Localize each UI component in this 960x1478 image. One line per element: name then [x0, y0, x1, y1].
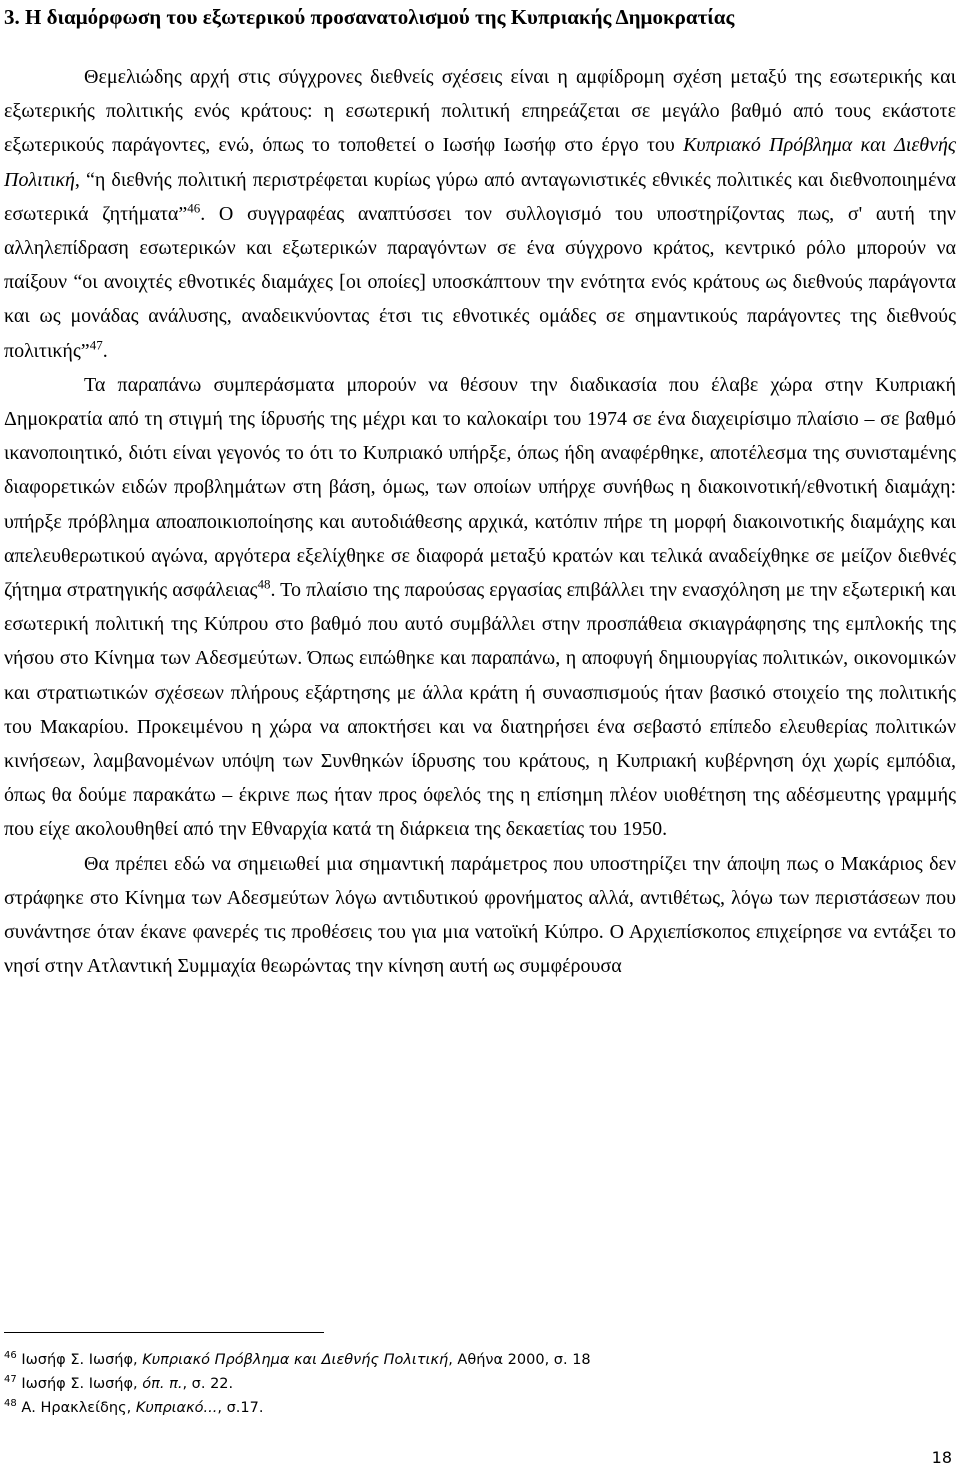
footnote-text: Ιωσήφ Σ. Ιωσήφ, — [21, 1352, 143, 1368]
p1-text-c: . Ο συγγραφέας αναπτύσσει τον συλλογισμό του υποστηρίζοντας πως, σ' αυτή την αλληλεπίδραση εσωτερικών και εξωτερικών παραγόντων σε ένα σύγχρονο κράτος, κεντρικό ρόλο μπορούν να παίξουν “οι ανοιχτές εθνοτικές διαμάχες [οι οποίες] υποσκάπτουν την ενότητα ενός κράτους ως διεθνούς παράγοντα και ως μονάδας ανάλυσης, αναδεικνύοντας έτσι τις εθνοτικές ομάδες σε σημαντικούς παράγοντες της διεθνούς πολιτικής” — [4, 202, 956, 362]
footnote-text: , σ.17. — [217, 1400, 264, 1416]
footnote-46 — [4, 1348, 944, 1372]
page-number: 18 — [931, 1448, 952, 1467]
footnote-number: 47 — [4, 1374, 17, 1386]
footnote-number: 46 — [4, 1350, 17, 1362]
body-text — [4, 60, 956, 983]
footnote-ref-48: 48 — [257, 576, 271, 592]
footnote-title: Κυπριακό... — [135, 1400, 218, 1416]
paragraph-1 — [4, 60, 956, 368]
footnote-text: , σ. 22. — [182, 1376, 234, 1392]
p1-book-title: Κυπριακό Πρόβλημα και Διεθνής Πολιτική — [4, 134, 957, 191]
p2-text-a: Τα παραπάνω συμπεράσματα μπορούν να θέσουν την διαδικασία που έλαβε χώρα στην Κυπριακή Δημοκρατία από τη στιγμή της ίδρυσής της μέχρι και το καλοκαίρι του 1974 σε ένα διαχειρίσιμο πλαίσιο – σε βαθμό ικανοποιητικό, διότι είναι γεγονός το ότι το Κυπριακό υπήρξε, όπως ήδη αναφέρθηκε, αποτέλεσμα της συνισταμένης διαφορετικών ειδών προβλημάτων στη βάση, όμως, των οποίων υπήρχε συνήθως η διακοινοτική/εθνοτική διαμάχη: υπήρξε πρόβλημα αποαποικιοποίησης και αυτοδιάθεσης αρχικά, κατόπιν πήρε τη μορφή διακοινοτικής διαμάχης και απελευθερωτικού αγώνα, αργότερα εξελίχθηκε σε διαφορά μεταξύ κρατών και τελικά αναδείχθηκε σε μείζον διεθνές ζήτημα στρατηγικής ασφάλειας — [4, 373, 956, 602]
footnote-ref-46: 46 — [187, 200, 201, 216]
footnote-text: , Αθήνα 2000, σ. 18 — [448, 1352, 591, 1368]
p1-text-b: , “η διεθνής πολιτική περιστρέφεται κυρίως γύρω από ανταγωνιστικές εθνικές πολιτικές και διεθνοποιημένα εσωτερικά ζητήματα” — [4, 168, 956, 225]
p1-text-a: Θεμελιώδης αρχή στις σύγχρονες διεθνείς σχέσεις είναι η αμφίδρομη σχέση μεταξύ της εσωτερικής και εξωτερικής πολιτικής ενός κράτους: η εσωτερική πολιτική επηρεάζεται σε μεγάλο βαθμό από τους εκάστοτε εξωτερικούς παράγοντες, ενώ, όπως το τοποθετεί ο Ιωσήφ Ιωσήφ στο έργο του — [4, 66, 956, 157]
footnote-text: Ιωσήφ Σ. Ιωσήφ, — [21, 1376, 143, 1392]
p1-text-d: . — [102, 339, 108, 362]
footnote-47 — [4, 1372, 944, 1396]
footnote-title: όπ. π. — [142, 1376, 183, 1392]
footnote-48 — [4, 1396, 944, 1420]
footnote-separator — [4, 1332, 324, 1333]
footnote-title: Κυπριακό Πρόβλημα και Διεθνής Πολιτική — [142, 1352, 449, 1368]
paragraph-2 — [4, 368, 956, 847]
paragraph-3: Θα πρέπει εδώ να σημειωθεί μια σημαντική παράμετρος που υποστηρίζει την άποψη πως ο Μακάριος δεν στράφηκε στο Κίνημα των Αδεσμεύτων λόγω αντιδυτικού φρονήματος αλλά, αντιθέτως, λόγω των περιστάσεων που συνάντησε όταν έκανε φανερές τις προθέσεις του για μια νατοϊκή Κύπρο. Ο Αρχιεπίσκοπος επιχείρησε να εντάξει το νησί στην Ατλαντική Συμμαχία θεωρώντας την κίνηση αυτή ως συμφέρουσα — [4, 852, 956, 978]
section-heading: 3. Η διαμόρφωση του εξωτερικού προσανατολισμού της Κυπριακής Δημοκρατίας — [4, 5, 735, 29]
footnote-number: 48 — [4, 1398, 17, 1410]
footnote-text: Α. Ηρακλείδης, — [21, 1400, 136, 1416]
footnotes — [4, 1348, 944, 1420]
p2-text-b: . Το πλαίσιο της παρούσας εργασίας επιβάλλει την ενασχόληση με την εξωτερική και εσωτερική πολιτική της Κύπρου στο βαθμό που αυτό συμβάλλει στην προσπάθεια σκιαγράφησης της εμπλοκής της νήσου στο Κίνημα των Αδεσμεύτων. Όπως ειπώθηκε και παραπάνω, η αποφυγή δημιουργίας πολιτικών, οικονομικών και στρατιωτικών σχέσεων πλήρους εξάρτησης με άλλα κράτη ή συνασπισμούς ήταν βασικό στοιχείο της πολιτικής του Μακαρίου. Προκειμένου η χώρα να αποκτήσει και να διατηρήσει ένα σεβαστό επίπεδο ελευθερίας πολιτικών κινήσεων, λαμβανομένων υπόψη των Συνθηκών ίδρυσης του κράτους, η Κυπριακή κυβέρνηση όχι χωρίς εμπόδια, όπως θα δούμε παρακάτω – έκρινε πως ήταν προς όφελός της η επίσημη πλέον υιοθέτηση της αδέσμευτης γραμμής που είχε ακολουθηθεί από την Εθναρχία κατά τη διάρκεια της δεκαετίας του 1950. — [4, 579, 956, 841]
footnote-ref-47: 47 — [89, 336, 103, 352]
